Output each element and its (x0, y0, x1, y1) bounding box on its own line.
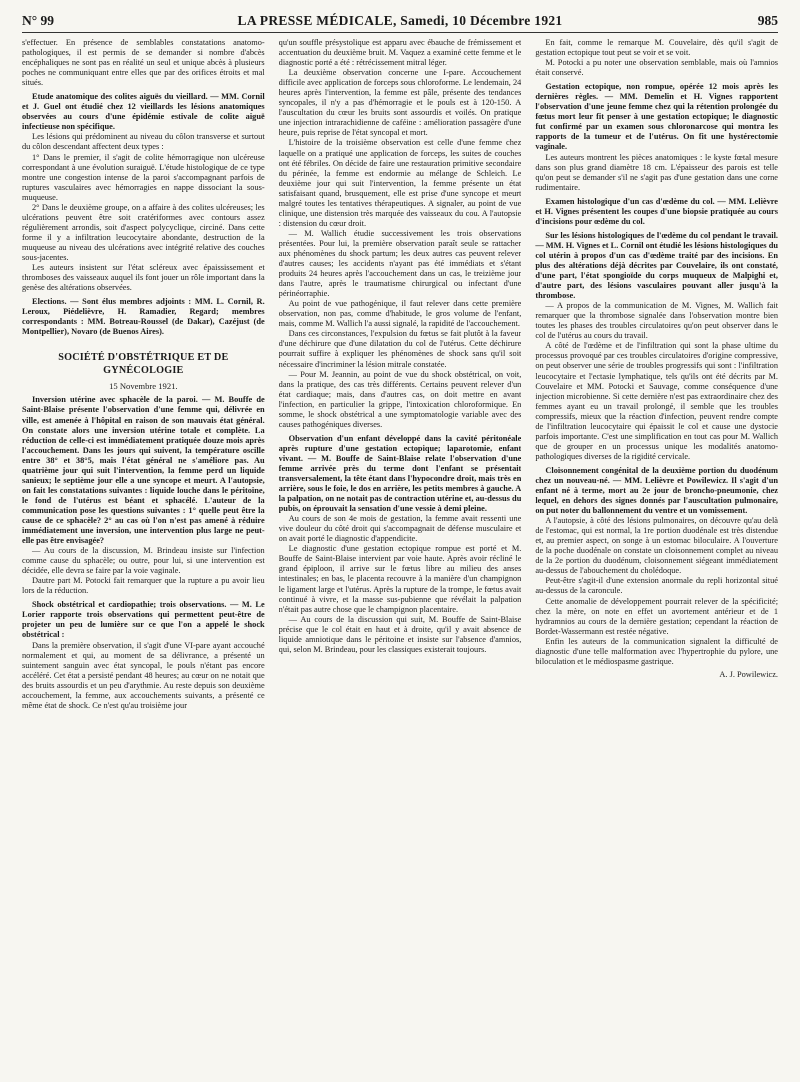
paragraph: 2° Dans le deuxième groupe, on a affaire à des colites ulcéreuses; les ulcérations peuvent être soit cratériformes avec contours assez régulièrement arrondis, soit d'aspect polycyclique, circiné. Dans cette forme il y a infiltration leucocytaire abondante, destruction de la muqueuse au niveau des ulcérations avec intégrité relative des couches sous-jacentes. (22, 202, 265, 262)
paragraph: Cette anomalie de développement pourrait relever de la spécificité; chez la mère, on note en effet un avortement antérieur et de 1 hydramnios au cours de la dernière gestation; cependant la réaction de Bordet-Wassermann est restée négative. (535, 596, 779, 636)
page-number: 985 (757, 13, 778, 28)
article-heading: Cloisonnement congénital de la deuxième portion du duodénum chez un nouveau-né. — MM. Lelièvre et Powilewicz. Il s'agit d'un enfant né à terme, mort au 2e jour de broncho-pneumonie, chez lequel, en dehors des signes donnés par l'auscultation pulmonaire, on put noter du ballonnement du ventre et un vomissement. (535, 465, 779, 516)
paragraph: — Pour M. Jeannin, au point de vue du shock obstétrical, on voit, dans la pratique, des cas très différents. Certains peuvent relever d'un état cardiaque; mais, dans d'autres cas, on doit mettre en avant l'infection, en particulier la grippe, l'intoxication chloroformique. En somme, le shock obstétrical a une symptomatologie variable avec des causes pathogéniques diverses. (278, 369, 522, 429)
paragraph: Dans ces circonstances, l'expulsion du fœtus se fait plutôt à la faveur d'une déchirure que d'une dilatation du col de l'utérus. Cette déchirure pourrait suffire à expliquer les phénomènes de shock sans qu'il soit nécessaire d'incriminer la lésion mitrale constatée. (278, 329, 522, 369)
paragraph: s'effectuer. En présence de semblables constatations anatomo-pathologiques, il est permis de se demander si nombre d'abcès encéphaliques ne sont pas en réalité un seul et unique abcès à plusieurs poches ne communiquant entre elles que par des orifices étroits et mal situés. (22, 38, 265, 88)
article-heading: Shock obstétrical et cardiopathie; trois observations. — M. Le Lorier rapporte trois observations qui permettent peut-être de projeter un peu de lumière sur ce que l'on a appelé le shock obstétrical : (22, 600, 265, 640)
column-1 (22, 38, 265, 1072)
article-heading: Observation d'un enfant développé dans la cavité péritonéale après rupture d'une gestation ectopique; laparotomie, enfant vivant. — M. Bouffe de Saint-Blaise relate l'observation d'une femme arrivée près du terme dont l'enfant se présentait transversalement, la tête étant dans l'hypocondre droit, mais très en arrière, sous le foie, le dos en arrière, les petits membres à gauche. A la palpation, on ne notait pas de contraction utérine et, au-dessus du pubis, on éprouvait la sensation d'une vessie à demi pleine. (278, 433, 522, 514)
article-heading: Etude anatomique des colites aiguës du vieillard. — MM. Cornil et J. Guel ont étudié chez 12 vieillards les lésions anatomiques observées au cours d'une épidémie estivale de colite aiguë infectieuse non spécifique. (22, 92, 265, 132)
issue-number: N° 99 (22, 13, 55, 28)
paragraph: A l'autopsie, à côté des lésions pulmonaires, on découvre qu'au delà de l'estomac, qui est normal, la 1re portion duodénale est très distendue et, au premier aspect, on songe à un estomac biloculaire. A l'ouverture de la poche duodénale on constate un cloisonnement complet au niveau de la 2e portion du duodénum, cloisonnement siégeant immédiatement au-dessus de l'abouchement du cholédoque. (535, 516, 779, 576)
article-heading: Sur les lésions histologiques de l'œdème du col pendant le travail. — MM. H. Vignes et L. Cornil ont étudié les lésions histologiques du col utérin à propos d'un cas d'œdème traité par des incisions. En plus des altérations déjà décrites par Couvelaire, ils ont constaté, d'une part, l'état spongioïde du corps muqueux de Malpighi et, d'autre part, des lésions vasculaires pouvant aller jusqu'à la thrombose. (535, 230, 779, 301)
paragraph: — M. Wallich étudie successivement les trois observations présentées. Pour lui, la première observation paraît seule se rattacher aux phénomènes du shock partum; les deux autres cas peuvent relever d'autres causes; les accidents n'ayant pas été immédiats et s'étant produits 24 heures après l'accouchement dans un cas, le treizième jour dans l'autre, après le traumatisme chirurgical ou infectant d'une périnéorraphie. (278, 228, 522, 299)
article-heading: Examen histologique d'un cas d'œdème du col. — MM. Lelièvre et H. Vignes présentent les coupes d'une biopsie pratiquée au cours d'incisions pour œdème du col. (535, 196, 779, 226)
paragraph: Les lésions qui prédominent au niveau du côlon transverse et surtout du côlon descendant affectent deux types : (22, 132, 265, 152)
column-2 (279, 38, 522, 1072)
paragraph: Au point de vue pathogénique, il faut relever dans cette première observation, non pas, comme d'habitude, le gros volume de l'enfant, mais, comme M. Wallich l'a aussi signalé, la rapidité de l'accouchement. (278, 299, 522, 329)
paragraph: L'histoire de la troisième observation est celle d'une femme chez laquelle on a pratiqué une application de forceps, les suites de couches ont été fébriles. On décide de faire une restauration primitive secondaire du périnée, la femme est endormie au mélange de Schleich. Le deuxième jour qui suit l'intervention, la femme présente un état satisfaisant quand, brusquement, elle est prise d'une syncope et meurt malgré toutes les tentatives thérapeutiques. A signaler, au point de vue clinique, une distension très marquée des vaisseaux du cou. A l'autopsie : distension du cœur droit. (278, 138, 522, 228)
paragraph: M. Potocki a pu noter une observation semblable, mais où l'amnios était conservé. (535, 58, 779, 78)
author-signature: A. J. Powilewicz. (719, 669, 779, 679)
article-columns (22, 38, 778, 1072)
paragraph: — A propos de la communication de M. Vignes, M. Wallich fait remarquer que la thrombose signalée dans l'observation montre bien toutes les phases des troubles circulatoires qu'on peut observer dans le col de l'utérus au cours du travail. (535, 301, 779, 341)
column-3 (535, 38, 778, 1072)
session-date: 15 Novembre 1921. (109, 381, 178, 392)
journal-title: LA PRESSE MÉDICALE, Samedi, 10 Décembre 1921 (237, 13, 563, 28)
paragraph: qu'un souffle présystolique est apparu avec ébauche de frémissement et accentuation du deuxième bruit. M. Vaquez a examiné cette femme et le diagnostic porté a été : rétrécissement mitral léger. (278, 38, 522, 68)
section-title: SOCIÉTÉ D'OBSTÉTRIQUE ET DE GYNÉCOLOGIE (58, 352, 229, 377)
paragraph: Le diagnostic d'une gestation ectopique rompue est porté et M. Bouffe de Saint-Blaise intervient par voie haute. Après avoir récliné le grand épiploon, il arrive sur le fœtus libre au milieu des anses intestinales; en bas, le placenta recouvre à la manière d'un champignon le ligament large et l'utérus. Après la rupture de la trompe, le fœtus avait continué à vivre, et la masse sus-pubienne que révélait la palpation n'était pas autre chose que le champignon placentaire. (278, 544, 522, 614)
paragraph: La deuxième observation concerne une I-pare. Accouchement difficile avec application de forceps sous chloroforme. Le lendemain, 24 heures après l'intervention, la femme est pâle, présente des tendances syncopales, il n'y a pas d'hémorragie et le pouls est à 120-150. A l'auscultation du cœur les bruits sont assourdis et voilés. On pratique une injection intrarachidienne de caféine : amélioration passagère d'une heure, puis reprise de l'état syncopal et mort. (278, 68, 522, 138)
paragraph: Les auteurs montrent les pièces anatomiques : le kyste fœtal mesure dans son plus grand diamètre 18 cm. L'épaisseur des parois est telle qu'on peut se demander s'il ne s'agit pas d'une gestation dans une corne rudimentaire. (535, 152, 779, 192)
page-header (22, 10, 778, 33)
paragraph: A côté de l'œdème et de l'infiltration qui sont la phase ultime du processus provoqué par ces troubles circulatoires d'origine compressive, on peut observer une série de troubles progressifs qui sont : l'infiltration leucocytaire et l'ectasie lymphatique, tels qu'ils ont été décrits par M. Couvelaire et MM. Potocki et Sauvage, comme conséquence d'une injection microbienne. Si cette dernière n'est pas extraordinaire chez des femmes ayant eu un travail prolongé, il semble que les troubles compressifs, mieux que la réaction d'infection, peuvent rendre compte de l'infiltration leucocytaire qui épaissit le col et cause une dystocie parfois importante. C'est une simplification en tout cas pour M. Wallich que de grouper en un processus unique les modalités anatomo-pathologiques diverses de la rigidité cervicale. (535, 341, 779, 461)
paragraph: — Au cours de la discussion, M. Brindeau insiste sur l'infection comme cause du sphacèle; ou outre, pour lui, si une intervention est décidée, elle devra se faire par la voie vaginale. (22, 546, 265, 576)
paragraph: Dautre part M. Potocki fait remarquer que la rupture a pu avoir lieu lors de la réduction. (22, 576, 265, 596)
paragraph: Dans la première observation, il s'agit d'une VI-pare ayant accouché normalement et qui, au moment de sa délivrance, a présenté un suintement sanguin avec état syncopal, le pouls n'étant pas encore accéléré. Cet état a persisté pendant 48 heures; au cœur on ne notait que des bruits assourdis et un peu d'arythmie. Au reste depuis son deuxième accouchement, la femme, aux accouchements suivants, a présenté ce même état de shock. Ce n'est qu'au troisième jour (22, 640, 265, 710)
paragraph: Enfin les auteurs de la communication signalent la difficulté de diagnostic d'une telle malformation avec l'hypertrophie du pylore, une biloculation et le médiospasme gastrique. (535, 636, 779, 666)
paragraph: Au cours de son 4e mois de gestation, la femme avait ressenti une vive douleur du côté droit qui s'accompagnait de défense musculaire et on avait porté le diagnostic d'appendicite. (278, 514, 522, 544)
article-heading: Inversion utérine avec sphacèle de la paroi. — M. Bouffe de Saint-Blaise présente l'observation d'une femme qui, délivrée en ville, est amenée à l'hôpital en raison de son mauvais état général. On constate alors une inversion utérine totale et complète. La réduction de celle-ci est immédiatement pratiquée douze mois après l'accouchement. Dans les jours qui suivent, la température oscille entre 38° et 38°5, mais l'état général ne s'améliore pas. Au quatrième jour qui suit l'intervention, la femme perd un liquide sanieux; le septième jour elle a une syncope et meurt. A l'autopsie, on fait les constatations suivantes : liquide louche dans le péritoine, le fond de l'utérus est béant et sphacélé. L'auteur de la communication pose les questions suivantes : 1° quelle peut être la cause de ce sphacèle? 2° au cas où l'on n'est pas amené à réduire immédiatement une inversion, une intervention plus large ne peut-elle pas être envisagée? (22, 395, 265, 546)
paragraph: En fait, comme le remarque M. Couvelaire, dès qu'il s'agit de gestation ectopique tout peut se voir et se voit. (535, 38, 779, 58)
elections-paragraph: Elections. — Sont élus membres adjoints : MM. L. Cornil, R. Leroux, Piédelièvre, H. Ramadier, Regard; membres correspondants : MM. Botreau-Roussel (de Dakar), Cazéjust (de Montpellier), Novaro (de Buenos Aires). (22, 297, 265, 337)
paragraph: Les auteurs insistent sur l'état scléreux avec épaississement et thromboses des vaisseaux auquel ils font jouer un rôle important dans la genèse des altérations observées. (22, 263, 265, 293)
article-heading: Gestation ectopique, non rompue, opérée 12 mois après les dernières règles. — MM. Demelin et H. Vignes rapportent l'observation d'une jeune femme chez qui la rétention prolongée du fœtus mort leur fit penser à une gestation ectopique; le diagnostic fut confirmé par un examen sous chloronarcose qui montra les rapports de la tumeur et de l'utérus. On fit une hystérectomie vaginale. (535, 82, 779, 152)
paragraph: — Au cours de la discussion qui suit, M. Bouffe de Saint-Blaise précise que le col était en haut et à droite, qu'il y avait absence de liquide amniotique dans le péritoine et insiste sur l'absence d'amnios, qui, selon M. Brindeau, pour les classiques existerait toujours. (278, 614, 522, 654)
paragraph: 1° Dans le premier, il s'agit de colite hémorragique non ulcéreuse correspondant à une évolution suraiguë. L'étude histologique de ce type montre une congestion intense de la paroi s'accompagnant parfois de ruptures vasculaires avec hémorragies en nappe dissociant la sous-muqueuse. (22, 152, 265, 202)
paragraph: Peut-être s'agit-il d'une extension anormale du repli horizontal situé au-dessus de la caroncule. (535, 576, 779, 596)
